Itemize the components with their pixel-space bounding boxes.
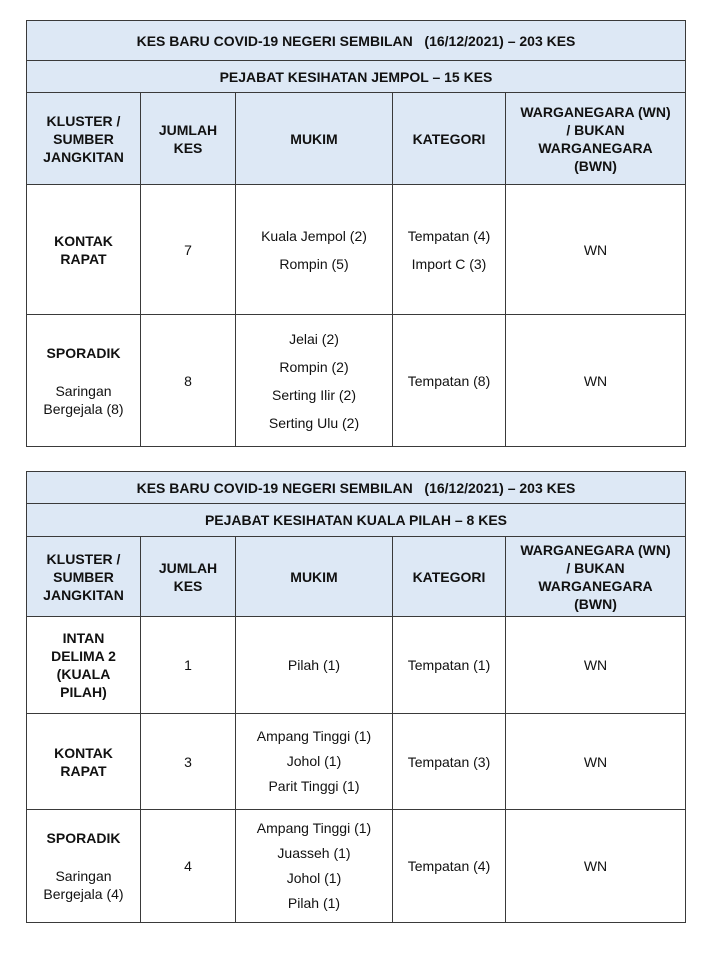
kluster-cell: SPORADIK Saringan Bergejala (8) xyxy=(27,315,141,447)
report-title: KES BARU COVID-19 NEGERI SEMBILAN (16/12/2021) – 203 KES xyxy=(27,21,686,61)
jumlah-cell: 1 xyxy=(141,617,236,714)
jumlah-cell: 8 xyxy=(141,315,236,447)
wn-cell: WN xyxy=(506,810,686,923)
header-wn: WARGANEGARA (WN) / BUKAN WARGANEGARA (BWN) xyxy=(506,93,686,185)
table-row xyxy=(27,714,686,810)
kluster-cell: KONTAK RAPAT xyxy=(27,185,141,315)
kategori-cell: Tempatan (4) Import C (3) xyxy=(393,185,506,315)
kluster-cell: SPORADIK Saringan Bergejala (4) xyxy=(27,810,141,923)
kluster-cell: INTAN DELIMA 2 (KUALA PILAH) xyxy=(27,617,141,714)
table-row xyxy=(27,810,686,923)
mukim-cell: Jelai (2) Rompin (2) Serting Ilir (2) Serting Ulu (2) xyxy=(236,315,393,447)
report-title: KES BARU COVID-19 NEGERI SEMBILAN (16/12/2021) – 203 KES xyxy=(27,472,686,504)
header-wn: WARGANEGARA (WN) / BUKAN WARGANEGARA (BWN) xyxy=(506,537,686,617)
mukim-cell: Kuala Jempol (2) Rompin (5) xyxy=(236,185,393,315)
header-mukim: MUKIM xyxy=(236,537,393,617)
office-title: PEJABAT KESIHATAN KUALA PILAH – 8 KES xyxy=(27,504,686,537)
kluster-cell: KONTAK RAPAT xyxy=(27,714,141,810)
kategori-cell: Tempatan (1) xyxy=(393,617,506,714)
kuala-pilah-case-table xyxy=(26,471,686,923)
header-mukim: MUKIM xyxy=(236,93,393,185)
wn-cell: WN xyxy=(506,714,686,810)
header-kluster: KLUSTER / SUMBER JANGKITAN xyxy=(27,537,141,617)
jumlah-cell: 4 xyxy=(141,810,236,923)
table-row xyxy=(27,185,686,315)
header-kategori: KATEGORI xyxy=(393,537,506,617)
mukim-cell: Ampang Tinggi (1) Juasseh (1) Johol (1) Pilah (1) xyxy=(236,810,393,923)
kategori-cell: Tempatan (4) xyxy=(393,810,506,923)
header-jumlah: JUMLAH KES xyxy=(141,537,236,617)
header-jumlah: JUMLAH KES xyxy=(141,93,236,185)
wn-cell: WN xyxy=(506,185,686,315)
table-row xyxy=(27,315,686,447)
kategori-cell: Tempatan (3) xyxy=(393,714,506,810)
wn-cell: WN xyxy=(506,617,686,714)
jumlah-cell: 7 xyxy=(141,185,236,315)
kategori-cell: Tempatan (8) xyxy=(393,315,506,447)
jumlah-cell: 3 xyxy=(141,714,236,810)
mukim-cell: Pilah (1) xyxy=(236,617,393,714)
wn-cell: WN xyxy=(506,315,686,447)
table-row xyxy=(27,617,686,714)
header-kategori: KATEGORI xyxy=(393,93,506,185)
office-title: PEJABAT KESIHATAN JEMPOL – 15 KES xyxy=(27,61,686,93)
jempol-case-table xyxy=(26,20,686,447)
header-kluster: KLUSTER / SUMBER JANGKITAN xyxy=(27,93,141,185)
mukim-cell: Ampang Tinggi (1) Johol (1) Parit Tinggi (1) xyxy=(236,714,393,810)
